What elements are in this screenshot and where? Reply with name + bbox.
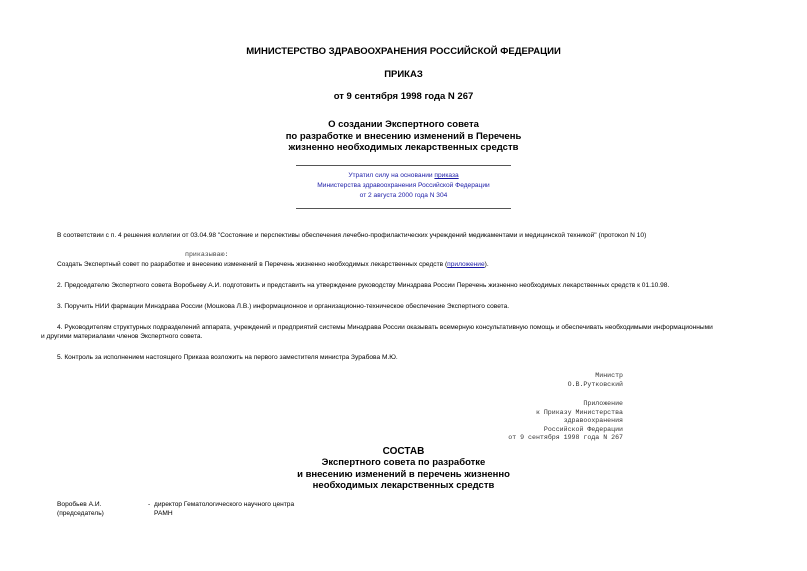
repeal-order-link[interactable]: приказа [434, 172, 459, 179]
appendix-ref-line: здравоохранения [563, 417, 623, 425]
member-name-block [57, 500, 104, 518]
composition-subtitle-line: необходимых лекарственных средств [312, 480, 495, 491]
member-dash: - [148, 501, 151, 508]
ministry-heading: МИНИСТЕРСТВО ЗДРАВООХРАНЕНИЯ РОССИЙСКОЙ ФЕДЕРАЦИИ [246, 46, 561, 57]
appendix-ref-line: от 9 сентября 1998 года N 267 [508, 434, 623, 442]
composition-title: СОСТАВ [382, 446, 425, 457]
member-position-line: РАМН [154, 510, 173, 517]
order-word: приказываю: [185, 251, 229, 258]
member-position [154, 500, 294, 518]
order-item-3: 3. Поручить НИИ фармации Минздрава России (Мошкова Л.В.) информационное и организационно-техническое обеспечение Экспертного совета. [57, 303, 510, 310]
notice-bottom-rule [296, 208, 511, 209]
composition-subtitle-line: и внесению изменений в перечень жизненно [297, 468, 510, 480]
repeal-notice [0, 171, 807, 201]
member-role: (председатель) [57, 510, 104, 517]
member-position-line: директор Гематологического научного центра [154, 501, 295, 508]
order-item-2: 2. Председателю Экспертного совета Воробьеву А.И. подготовить и представить на утверждение руководству Минздрава России Перечень жизненно необходимых лекарственных средств к 01.10.98. [57, 282, 670, 289]
appendix-ref-line: к Приказу Министерства [535, 408, 623, 416]
composition-subtitle-line: Экспертного совета по разработке [321, 457, 486, 468]
preamble-text: В соответствии с п. 4 решения коллегии от 03.04.98 "Состояние и перспективы обеспечения лечебно-профилактических учреждений медикаментами и медицинской техникой" (протокол N 10) [57, 232, 647, 239]
doc-date-number: от 9 сентября 1998 года N 267 [333, 91, 474, 102]
notice-line: Министерства здравоохранения Российской Федерации [317, 182, 490, 189]
signature-name: О.В.Рутковский [567, 380, 623, 388]
member-name: Воробьев А.И. [57, 501, 102, 508]
order-item-1: Создать Экспертный совет по разработке и внесению изменений в Перечень жизненно необходимых лекарственных средств (приложение). [57, 261, 489, 268]
appendix-ref-line: Российской Федерации [543, 425, 623, 433]
signature-title: Министр [595, 372, 623, 379]
subject-line: жизненно необходимых лекарственных средств [288, 142, 519, 153]
notice-line: Утратил силу на основании приказа [348, 172, 459, 179]
subject-line: О создании Экспертного совета [328, 119, 479, 130]
doc-type-heading: ПРИКАЗ [384, 69, 423, 80]
order-item-4-line-1: 4. Руководителям структурных подразделений аппарата, учреждений и предприятий системы Минздрава России оказывать всемерную консультативную помощь и обеспечивать необходимыми информационными [57, 324, 713, 331]
appendix-reference [508, 400, 623, 443]
notice-top-rule [296, 165, 511, 166]
composition-subtitle [0, 457, 807, 492]
subject-line: по разработке и внесению изменений в Перечень [285, 130, 522, 142]
signature-block [568, 372, 623, 389]
doc-subject [0, 119, 807, 154]
appendix-link[interactable]: приложение [447, 261, 485, 268]
appendix-ref-line: Приложение [583, 400, 623, 407]
notice-line: от 2 августа 2000 года N 304 [359, 192, 448, 199]
order-item-5: 5. Контроль за исполнением настоящего Приказа возложить на первого заместителя министра Зурабова М.Ю. [57, 354, 398, 361]
order-item-4-line-2: и другими материалами членов Экспертного совета. [41, 333, 203, 340]
